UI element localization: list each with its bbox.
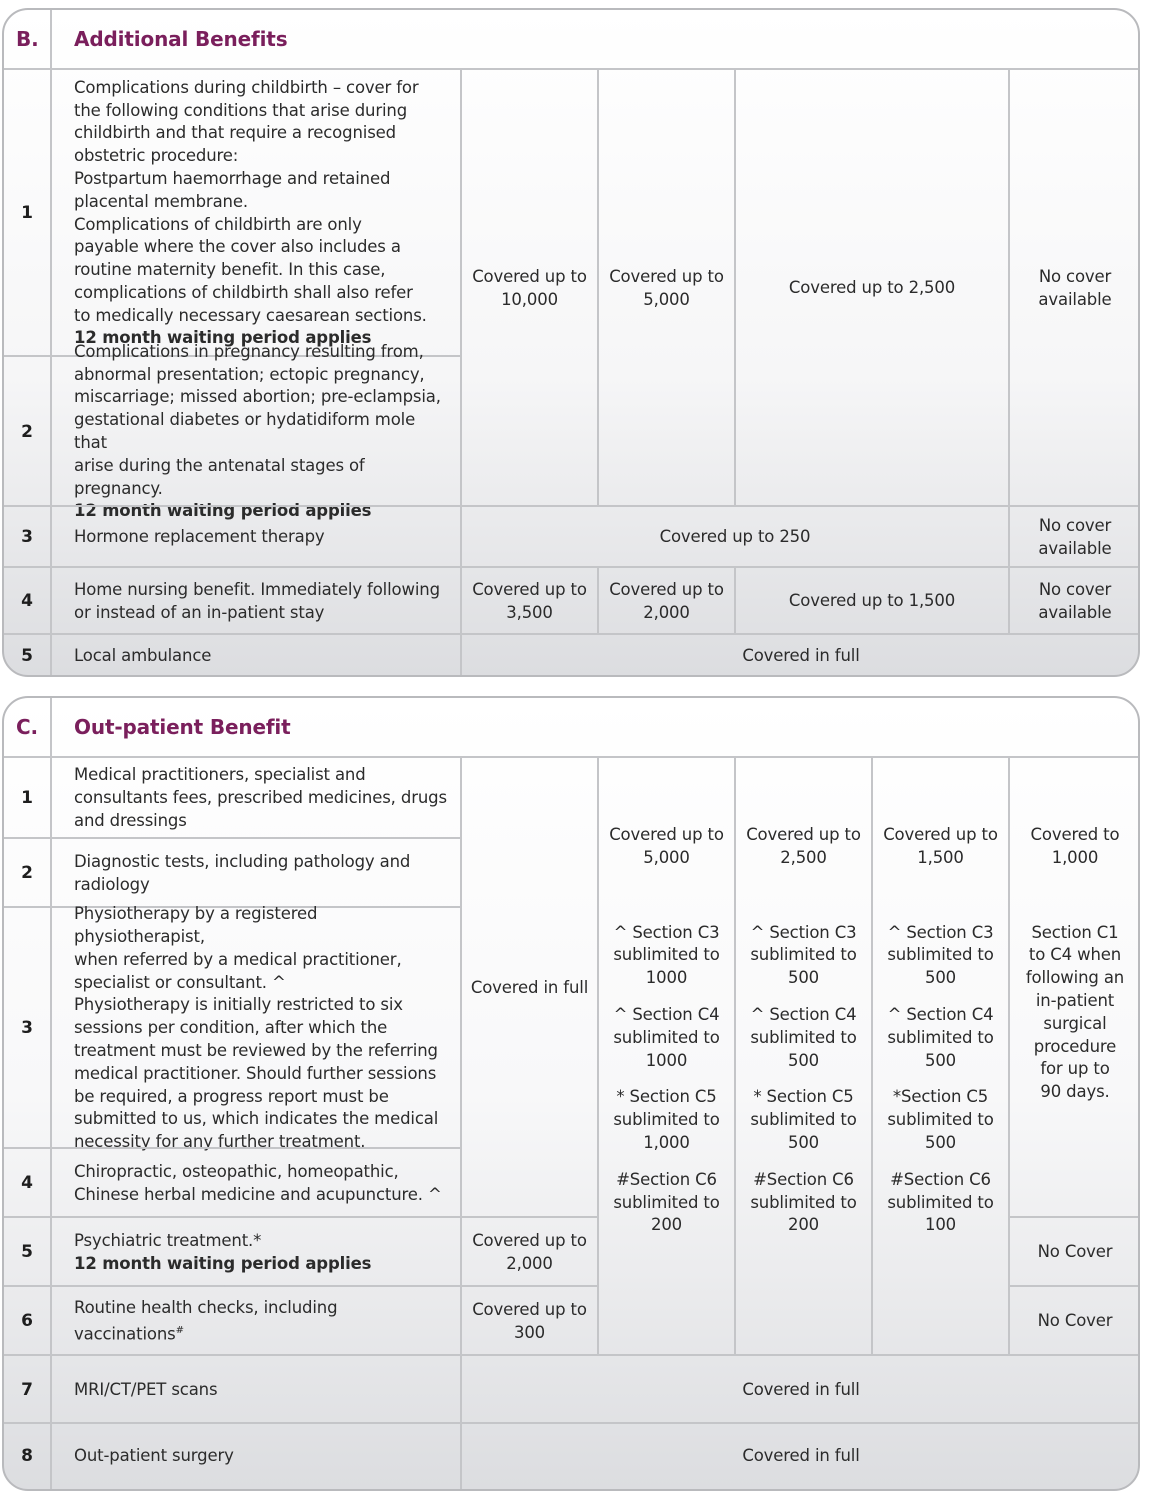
sublimit-c4: ^ Section C4 sublimited to 500 (750, 1004, 857, 1070)
description-text: Physiotherapy by a registered physiotherapist, when referred by a medical practitioner, specialist or consultant. ^ Physiotherapy is initially restricted to six sessions per condition, after which the treatment must be reviewed by the referring medical practitioner. Should further sessions be required, a progress report must be submitted to us, which indicates the medical necessity for any further treatment. (74, 904, 439, 1152)
row-number: 4 (4, 1147, 50, 1218)
description-text: Out-patient surgery (74, 1446, 234, 1466)
coverage-value (871, 756, 1008, 1356)
row-number: 4 (4, 566, 50, 635)
coverage-value (1008, 566, 1140, 635)
coverage-value (1008, 68, 1140, 507)
sublimit-c6: #Section C6 sublimited to 200 (750, 1169, 857, 1235)
benefit-description (50, 505, 460, 568)
description-text: Routine health checks, including vaccinations (74, 1297, 338, 1344)
coverage-text: Covered up to 2,500 (788, 278, 956, 298)
coverage-text: Covered up to 250 (659, 527, 811, 547)
benefit-description (50, 904, 460, 1152)
benefit-description (50, 1285, 460, 1356)
section-title: Out-patient Benefit (50, 698, 1140, 756)
coverage-text: Covered in full (742, 1379, 860, 1399)
coverage-value (597, 756, 734, 1356)
coverage-value (734, 756, 871, 1356)
benefit-description (50, 1216, 460, 1287)
coverage-text: Covered up to 3,500 (472, 579, 587, 622)
description-text: Diagnostic tests, including pathology and radiology (74, 851, 411, 894)
benefit-description (50, 1147, 460, 1218)
sublimit-c5: * Section C5 sublimited to 500 (750, 1087, 857, 1152)
coverage-value (734, 68, 1008, 507)
description-text: Home nursing benefit. Immediately following or instead of an in-patient stay (74, 579, 440, 622)
coverage-value (460, 566, 597, 635)
section-title: Additional Benefits (50, 10, 1140, 68)
coverage-condition: Section C1 to C4 when following an in-patient surgical procedure for up to 90 days. (1025, 922, 1125, 1102)
sublimit-c3: ^ Section C3 sublimited to 500 (887, 922, 994, 988)
coverage-text: Covered up to 2,000 (609, 579, 724, 622)
section-b-additional-benefits (2, 8, 1140, 677)
section-letter: C. (16, 714, 38, 739)
row-number: 5 (4, 633, 50, 677)
coverage-value (460, 1354, 1140, 1424)
sublimit-c4: ^ Section C4 sublimited to 500 (887, 1004, 994, 1070)
benefit-description (50, 68, 460, 357)
coverage-text: No cover available (1038, 579, 1112, 622)
coverage-text: Covered up to 1,500 (788, 591, 956, 611)
coverage-text: Covered in full (470, 977, 589, 997)
description-text: Complications during childbirth – cover for the following conditions that arise during childbirth and that require a recognised obstetric procedure: Postpartum haemorrhage and retained placental membrane. Complications of childbirth are only payable where the cover also includes a routine maternity benefit. In this case, complications of childbirth shall also refer to medically necessary caesarean sections. (74, 77, 427, 325)
row-number: 8 (4, 1422, 50, 1489)
coverage-value (597, 68, 734, 507)
coverage-limit: Covered up to 5,000 (609, 825, 724, 867)
description-text: Psychiatric treatment.* (74, 1230, 262, 1250)
row-number: 5 (4, 1216, 50, 1287)
sublimit-c4: ^ Section C4 sublimited to 1000 (613, 1004, 720, 1070)
coverage-text: No cover available (1038, 515, 1112, 558)
coverage-value (460, 633, 1140, 677)
waiting-period-note: 12 month waiting period applies (74, 1253, 372, 1273)
coverage-value (460, 68, 597, 507)
waiting-period-note: 12 month waiting period applies (74, 501, 372, 521)
row-number: 6 (4, 1285, 50, 1356)
coverage-value (597, 566, 734, 635)
coverage-text: Covered up to 300 (472, 1299, 587, 1342)
benefit-description (50, 633, 460, 677)
row-number: 2 (4, 355, 50, 507)
coverage-text: Covered up to 2,000 (472, 1230, 587, 1273)
sublimit-c5: * Section C5 sublimited to 1,000 (613, 1087, 720, 1152)
coverage-limit: Covered up to 2,500 (746, 825, 861, 867)
sublimit-c6: #Section C6 sublimited to 100 (887, 1169, 994, 1235)
description-text: Medical practitioners, specialist and consultants fees, prescribed medicines, drugs and dressings (74, 765, 447, 830)
coverage-value (1008, 1285, 1140, 1356)
coverage-value (1008, 756, 1140, 1218)
benefit-description (50, 341, 460, 521)
sublimit-c3: ^ Section C3 sublimited to 1000 (613, 922, 720, 988)
section-letter: B. (16, 26, 39, 51)
description-text: Chiropractic, osteopathic, homeopathic, Chinese herbal medicine and acupuncture. ^ (74, 1161, 442, 1204)
sublimit-c3: ^ Section C3 sublimited to 500 (750, 922, 857, 988)
description-text: Hormone replacement therapy (74, 527, 325, 547)
sublimit-c5: *Section C5 sublimited to 500 (887, 1087, 994, 1152)
row-number: 2 (4, 837, 50, 908)
benefit-description (50, 1422, 460, 1489)
benefit-description (50, 1354, 460, 1424)
description-text: Complications in pregnancy resulting from, abnormal presentation; ectopic pregnancy, miscarriage; missed abortion; pre-eclampsia, gestational diabetes or hydatidiform mole that arise during the antenatal stages of pregnancy. (74, 341, 441, 498)
coverage-text: No Cover (1037, 1242, 1113, 1262)
waiting-period-note: 12 month waiting period applies (74, 328, 372, 348)
row-number: 3 (4, 505, 50, 568)
row-number: 1 (4, 68, 50, 357)
coverage-value (1008, 1216, 1140, 1287)
coverage-value (460, 1216, 597, 1287)
coverage-text: Covered in full (742, 1446, 860, 1466)
benefit-description (50, 837, 460, 908)
section-c-out-patient-benefit (2, 696, 1140, 1491)
coverage-value (460, 1422, 1140, 1489)
coverage-text: Covered up to 5,000 (609, 266, 724, 309)
coverage-value (460, 505, 1008, 568)
row-number: 7 (4, 1354, 50, 1424)
row-number: 1 (4, 756, 50, 839)
row-number: 3 (4, 906, 50, 1149)
coverage-text: No cover available (1038, 266, 1112, 309)
coverage-limit: Covered to 1,000 (1030, 825, 1120, 867)
coverage-text: No Cover (1037, 1311, 1113, 1331)
coverage-limit: Covered up to 1,500 (883, 825, 998, 867)
description-text: MRI/CT/PET scans (74, 1379, 218, 1399)
description-text: Local ambulance (74, 645, 212, 665)
footnote-marker: # (175, 1324, 184, 1336)
sublimit-c6: #Section C6 sublimited to 200 (613, 1169, 720, 1235)
benefit-description (50, 756, 460, 839)
coverage-value (460, 756, 597, 1218)
coverage-value (1008, 505, 1140, 568)
coverage-text: Covered up to 10,000 (472, 266, 587, 309)
coverage-value (460, 1285, 597, 1356)
coverage-value (734, 566, 1008, 635)
coverage-text: Covered in full (742, 645, 860, 665)
benefit-description (50, 566, 460, 635)
